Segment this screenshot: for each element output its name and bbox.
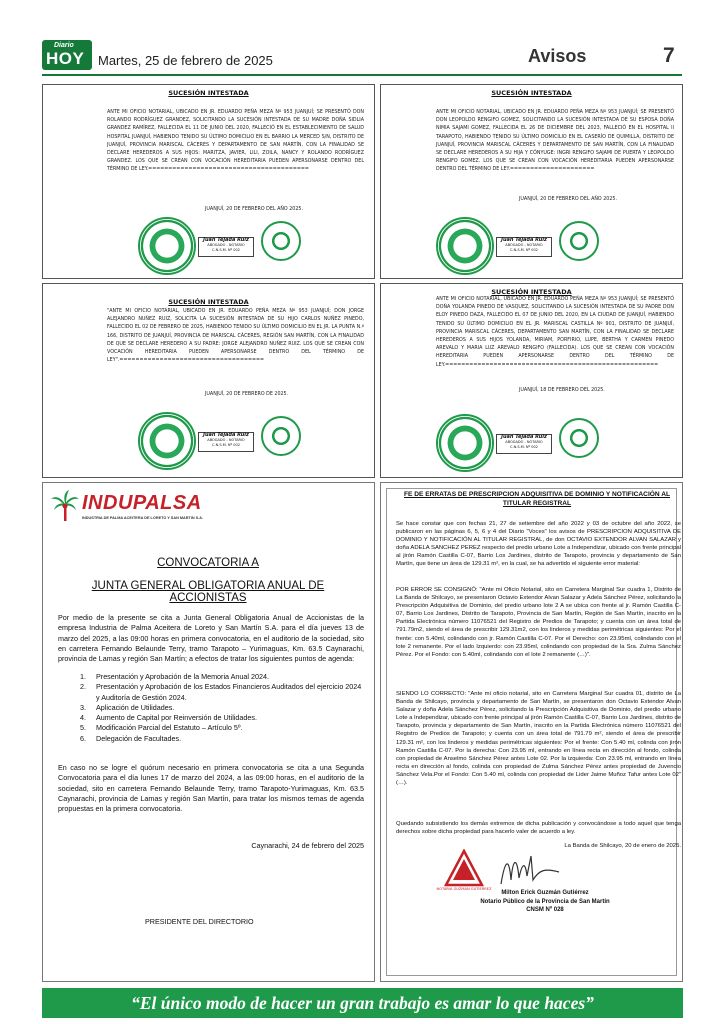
notary-role: Notario Público de la Provincia de San Martín: [480, 898, 610, 905]
notice-title: SUCESIÓN INTESTADA: [168, 298, 249, 306]
agenda-item-text: Aplicación de Utilidades.: [96, 702, 175, 712]
notary-seal-text: NOTARIA GUZMAN GUTIERREZ: [436, 887, 492, 891]
notice-body: ANTE MI OFICIO NOTARIAL, UBICADO EN JR. EDUARDO PEÑA MEZA Nº 953 JUANJUÍ; SE PRESENTÓ DON LEOPOLDO RENGIFO GOMEZ, SOLICITANDO LA SUCESIÓN INTESTADA DE SU ESPOSA DOÑA NIMIA SAJAMI GOMEZ, FALLECIDA EL 26 DE DICIEMBRE DEL 2023, FALLECIÓ EN EL HOSPITAL II TARAPOTO, HABIENDO TENIDO SU ÚLTIMO DOMICILIO EN EL CASERÍO DE QUIMILLA, DISTRITO DE JUANJUÍ, PROVINCIA MARISCAL CÁCERES Y DEPARTAMENTO DE SAN MARTÍN, CON LA FINALIDAD SE DECLARE HEREDEROS A SU HIJA Y CÓNYUGE: INGRI RENGIFO SAJAMI DE PUERTA Y LEOPOLDO RENGIFO GOMEZ. LOS QUE SE CREAN CON VOCACIÓN HEREDITARIA PUEDEN APERSONARSE DENTRO DEL TÉRMINO DE LEY.=====================: [436, 110, 674, 173]
notary-signature-stamp: [198, 237, 254, 257]
notice-box-2: [380, 84, 683, 279]
convocatoria-place-date: Caynarachi, 24 de febrero del 2025: [251, 841, 364, 850]
notice-body: "ANTE MI OFICIO NOTARIAL, UBICADO EN JR. EDUARDO PEÑA MEZA Nº 953 JUANJUÍ; DON JORGE ALEJANDRO NUÑEZ RUIZ, SOLICITA LA SUCESIÓN INTESTADA DE SU HIJO CARLOS NUÑEZ PINEDO, FALLECIDO EL 02 DE FEBRERO DE 2025, HABIENDO TENIDO SU ÚLTIMO DOMICILIO EN EL JR. LA PUNTA N.º 166, DISTRITO DE JUANJUÍ, PROVINCIA DE MARISCAL CÁCERES, REGIÓN SAN MARTÍN, CON LA FINALIDAD DE QUE SE DECLARE HEREDERO A SU PADRE: JORGE ALEJANDRO NUÑEZ RUIZ. LOS QUE SE CREAN CON VOCACIÓN HEREDITARIA PUEDEN APERSONARSE DENTRO DEL TÉRMINO DE LEY".====================================: [107, 309, 364, 364]
agenda-item-text: Aumento de Capital por Reinversión de Utilidades.: [96, 713, 258, 723]
section-title: Avisos: [528, 46, 587, 66]
notary-signature-stamp: [496, 434, 552, 454]
convocatoria-subtitle: JUNTA GENERAL OBLIGATORIA ANUAL DE ACCIONISTAS: [91, 580, 325, 604]
notary-signature-block: [470, 889, 620, 915]
stamp-name: Juan Tejada Ruiz: [203, 432, 249, 438]
notary-round-seal-icon: [261, 221, 301, 261]
convocatoria-paragraph-2: En caso no se logre el quórum necesario en primera convocatoria se cita a una Segunda Convocatoria para el día lunes 17 de marzo del 2024, a las 09:00 horas, en el auditorio de la sociedad, sito en carretera Fernando Belaunde Terry, tramo Tarapoto-Yurimaguas, Km. 63.5 Caynarachi, provincia de Lamas y región San Martín, para tratar los mismos temas de agenda propuestas en la primera convocatoria.: [58, 763, 364, 814]
notice-box-3: [42, 283, 375, 478]
notary-signature-stamp: [198, 432, 254, 452]
agenda-item-number: 1.: [80, 672, 86, 681]
agenda-item: [80, 723, 365, 733]
agenda-item-number: 2.: [80, 682, 86, 692]
agenda-item: [80, 734, 365, 744]
notary-round-seal-icon: [559, 221, 599, 261]
notice-body: ANTE MI OFICIO NOTARIAL, UBICADO EN JR. EDUARDO PEÑA MEZA Nº 953 JUANJUÍ; SE PRESENTÓ DOÑA YOLANDA PINEDO DE VASQUEZ, SOLICITANDO LA SUCESIÓN INTESTADA DE SU PADRE DON ELOY PINEDO DAZA, FALLECIDO EL 07 DE JUNIO DEL 2020, EN LA CIUDAD DE JUANJUÍ, HABIENDO TENIDO SU ÚLTIMO DOMICILIO EN EL JR. MARISCAL CASTILLA Nº 901, DISTRITO DE JUANJUÍ, PROVINCIA MARISCAL CÁCERES, DEPARTAMENTO SAN MARTÍN, CON LA FINALIDAD SE DECLARE HEREDEROS A SUS HIJOS YOLANDA, MIRIAM, PORFIRIO, LUPE, BERTHA Y CARMEN PINEDO AREVALO Y MARIA LUZ AREVALO RENGIFO (FALLECIDA). LOS QUE SE CREAN CON VOCACIÓN HEREDITARIA PUEDEN APERSONARSE DENTRO DEL TÉRMINO DE LEY.=====================================================: [436, 297, 674, 368]
stamp-role: ABOGADO - NOTARIO: [505, 243, 543, 247]
notice-date: JUANJUÍ, 20 DE FEBRERO DEL AÑO 2025.: [205, 207, 303, 212]
agenda-item-text: Delegación de Facultades.: [96, 733, 182, 743]
notary-signature-stamp: [496, 237, 552, 257]
convocatoria-paragraph-1: Por medio de la presente se cita a Junta General Obligatoria Anual de Accionistas de la empresa Industria de Palma Aceitera de Loreto y San Martín S.A. para el día jueves 13 de marzo del 2025, a las 09:00 horas en primera convocatoria, en el auditorio de la sociedad, sito en carretera Fernando Belaunde Terry, tramo Tarapoto – Yurimaguas, Km. 63.5 Caynarachi, provincia de Lamas y región San Martín; a efectos de tratar los siguientes puntos de agenda:: [58, 613, 364, 664]
fe-de-erratas-title: FE DE ERRATAS DE PRESCRIPCION ADQUISITIVA DE DOMINIO Y NOTIFICACIÓN AL TITULAR REGISTRAL: [403, 491, 671, 507]
notary-seal-icon: [436, 414, 494, 472]
stamp-role: ABOGADO - NOTARIO: [207, 243, 245, 247]
page-number: 7: [663, 44, 675, 67]
fe-paragraph-1: Se hace constar que con fechas 21, 27 de setiembre del año 2022 y 03 de octubre del año 2022, se publicaron en las páginas 6, 5, 6 y 4 del Diario "Voces" los avisos de PRESCRIPCION ADQUISITIVA DE DOMINIO Y NOTIFICACIÓN AL TITULAR REGISTRAL, de don OCTAVIO EXTENDOR ALVAN SALAZAR y doña ADELA SANCHEZ PEREZ respecto del predio urbano Lote a Independizar, ubicado con frente principal al jirón Ramón Castilla C-07, Barrio Los Jardines, distrito de Tarapoto, provincia y departamento de San Martín, que tiene un área de 129.31 m², en la cual, se ha advertido el siguiente error material:: [396, 521, 681, 568]
agenda-item: [80, 713, 365, 723]
convocatoria-signer: PRESIDENTE DEL DIRECTORIO: [145, 917, 254, 926]
notice-box-4: [380, 283, 683, 478]
signature-icon: [495, 850, 565, 890]
agenda-item-text: Presentación y Aprobación de los Estados Financieros Auditados del ejercicio 2024 y Auditoría de Gestión 2024.: [96, 682, 362, 702]
diario-hoy-logo: [42, 40, 92, 70]
stamp-role: ABOGADO - NOTARIO: [207, 438, 245, 442]
logo-main-text: HOY: [46, 49, 85, 68]
notice-title: SUCESIÓN INTESTADA: [168, 89, 249, 97]
stamp-reg: C.N.S.M. Nº 002: [212, 248, 240, 252]
convocatoria-title: CONVOCATORIA A: [157, 557, 259, 569]
footer-quote-banner: “El único modo de hacer un gran trabajo es amar lo que haces”: [42, 988, 683, 1018]
notary-reg: CNSM Nº 028: [526, 907, 564, 913]
agenda-item-number: 3.: [80, 702, 86, 712]
indupalsa-legal-name: INDUSTRIA DE PALMA ACEITERA DE LORETO Y SAN MARTIN S.A.: [82, 516, 204, 520]
notice-title: SUCESIÓN INTESTADA: [491, 89, 572, 97]
stamp-name: Juan Tejada Ruiz: [501, 237, 547, 243]
notary-round-seal-icon: [261, 416, 301, 456]
notice-box-1: [42, 84, 375, 279]
fe-place-date: La Banda de Shilcayo, 20 de enero de 2025.: [564, 843, 681, 849]
palm-tree-icon: [50, 490, 80, 522]
stamp-name: Juan Tejada Ruiz: [203, 237, 249, 243]
agenda-item-number: 4.: [80, 713, 86, 723]
notary-seal-icon: [138, 217, 196, 275]
notary-seal-icon: [138, 412, 196, 470]
stamp-name: Juan Tejada Ruiz: [501, 434, 547, 440]
agenda-item-text: Presentación y Aprobación de la Memoria Anual 2024.: [96, 672, 270, 681]
agenda-item: [80, 672, 365, 682]
page-header: [0, 0, 723, 78]
notary-seal-icon: [436, 217, 494, 275]
notice-date: JUANJUÍ, 20 DE FEBRERO DE 2025.: [205, 392, 289, 397]
fe-error-paragraph: POR ERROR SE CONSIGNÓ: "Ante mi Oficio Notarial, sito en Carretera Marginal Sur cuadra 1, Distrito de La Banda de Shilcayo, se presentaron Octavio Extendor Alvan Salazar y Adela Sánchez Pérez, solicitando la Prescripción Adquisitiva de Dominio, del predio urbano lote 2 A se ubica con frente al jr. Ramón Castilla C-07, Barrio Los Jardines, Distrito de Tarapoto, Provincia de San Martín, Región de San Martín, inscrito en la Partida Electrónica número 11076521 del Registro de Predios de Tarapoto; y cuenta con un área total de 791.79m2, siendo el área de prescribir 129.31m2, con los linderos y medidas perimétricas siguientes: Por el frente: con 5.40ml, colindando con jr. Ramón Castilla C-07. Por el Derecho: con 23.95ml, colindando con el lote 2 remanente. Por el lado Izquierdo: con 23.95ml, colindando con propiedad de la Sra. Zulma Sánchez Pérez. Por el Fondo: con 5.40ml, colindando con el lote 2 remanente (…)".: [396, 587, 681, 658]
stamp-reg: C.N.S.M. Nº 002: [510, 445, 538, 449]
agenda-item-text: Modificación Parcial del Estatuto – Artículo 5º.: [96, 723, 243, 733]
notice-body: ANTE MI OFICIO NOTARIAL, UBICADO EN JR. EDUARDO PEÑA MEZA Nº 953 JUANJUÍ; SE PRESENTÓ DON ROLANDO RODRÍGUEZ GRANDEZ, SOLICITANDO LA SUCESIÓN INTESTADA DE SU MADRE DOÑA SIDLIA GRANDEZ RAMÍREZ, FALLECIDA EL 11 DE JUNIO DEL 2020, FALLECIÓ EN EL ESTABLECIMIENTO DE SALUD HOSPITAL JUANJUÍ, HABIENDO TENIDO SU ÚLTIMO DOMICILIO EN EL BARRIO LA MERCED S/N, DISTRITO DE JUANJUÍ, PROVINCIA MARISCAL CÁCERES Y DEPARTAMENTO DE SAN MARTÍN, CON LA FINALIDAD SE DECLARE HEREDEROS A SUS HIJOS: MARITZA, JAVIER, LILI, ZOILA, NANCY Y ROLANDO RODRÍGUEZ GRANDEZ. LOS QUE SE CREAN CON VOCACIÓN HEREDITARIA PUEDEN APERSONARSE DENTRO DEL TÉRMINO DE LEY.========================================: [107, 110, 364, 173]
indupalsa-brand-name: INDUPALSA: [82, 492, 202, 514]
agenda-item-number: 5.: [80, 723, 86, 733]
notice-date: JUANJUÍ, 18 DE FEBRERO DEL 2025.: [519, 388, 605, 393]
header-rule: [42, 74, 682, 76]
stamp-role: ABOGADO - NOTARIO: [505, 440, 543, 444]
notice-title: SUCESIÓN INTESTADA: [491, 288, 572, 296]
fe-closing-paragraph: Quedando subsistiendo los demás extremos de dicha publicación y convocándose a todo aquel que tenga derechos sobre dicha propiedad para hacerlo valer de acuerdo a ley.: [396, 821, 681, 836]
agenda-item-number: 6.: [80, 733, 86, 743]
fe-correct-paragraph: SIENDO LO CORRECTO: "Ante mi oficio notarial, sito en Carretera Marginal Sur cuadra 01, distrito de La Banda de Shilcayo, provincia y departamento de San Martín, se presentaron don Octavio Extendor Alvan Salazar y doña Adela Sánchez Pérez, solicitando la Prescripción Adquisitiva de Dominio, del predio urbano Lote a Independizar, ubicado con frente principal al jirón Ramón Castilla C-07, Barrio Los Jardines, distrito de Tarapoto, provincia y departamento de San Martín, inscrito en la Partida Electrónica número 11076521 del Registro de Predios de Tarapoto; y cuenta con un área total de 791.79 m², siendo el área de prescribir 129.31 m², con los linderos y medidas perimétricas siguientes: Por el frente: Con 5.40 ml, colinda con jirón Ramón Castilla C-07. Por la derecha: Con 23.95 ml, entrando en línea recta en dirección al fondo, colinda con propiedad de Anselmo Sánchez Pérez antes Lote 02. Por la izquierda: Con 23.95 ml, entrando en línea recta en dirección al fondo, colinda con propiedad de Zulma Sánchez Pérez antes propiedad de Juvencio Sánchez Vela.Por el Fondo: Con 5.40 ml, colinda con propiedad de Lider Jaime Muñoz Tafur antes Lote 02" (…).: [396, 691, 681, 787]
notary-name: Milton Erick Guzmán Gutiérrez: [501, 890, 589, 896]
stamp-reg: C.N.S.M. Nº 002: [510, 248, 538, 252]
logo-top-text: Diario: [54, 42, 74, 49]
notary-round-seal-icon: [559, 418, 599, 458]
stamp-reg: C.N.S.M. Nº 002: [212, 443, 240, 447]
issue-date: Martes, 25 de febrero de 2025: [98, 53, 273, 68]
agenda-item: [80, 703, 365, 713]
notice-date: JUANJUÍ, 20 DE FEBRERO DEL AÑO 2025.: [519, 197, 617, 202]
agenda-list: [80, 672, 365, 744]
agenda-item: [80, 682, 365, 703]
